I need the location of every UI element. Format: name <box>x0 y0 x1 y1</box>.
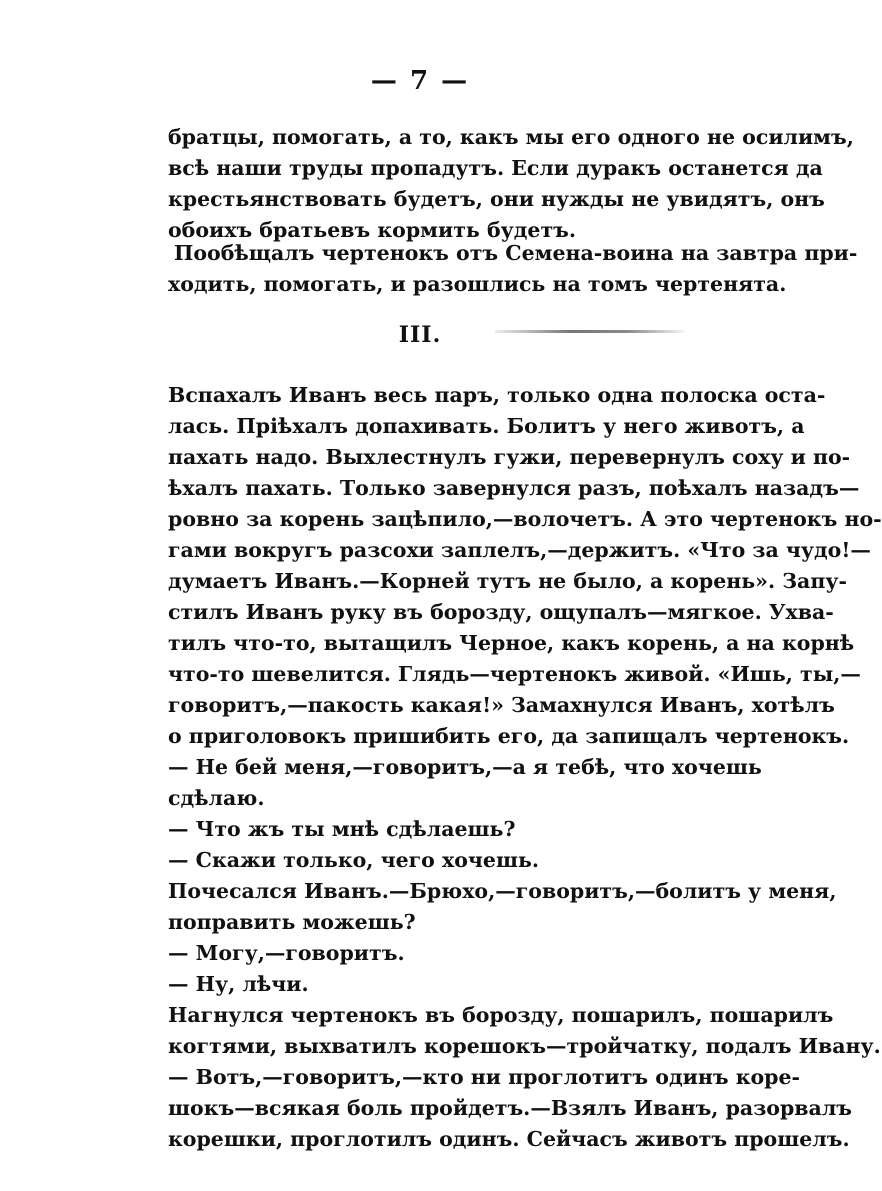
text-line: — Вотъ,—говоритъ,—кто ни проглотитъ одинъ коре- <box>168 1065 801 1089</box>
print-smudge <box>495 330 685 333</box>
text-line: Нагнулся чертенокъ въ борозду, пошарилъ, пошарилъ <box>168 1003 834 1027</box>
text-line: — Не бей меня,—говоритъ,—а я тебѣ, что хочешь <box>168 755 762 779</box>
text-line: гами вокругъ разсохи заплелъ,—держитъ. «Что за чудо!— <box>168 538 871 562</box>
text-line: что-то шевелится. Глядь—чертенокъ живой. «Ишь, ты,— <box>168 662 861 686</box>
text-line: Пообѣщалъ чертенокъ отъ Семена-воина на завтра при- <box>174 241 858 265</box>
text-line: ходить, помогать, и разошлись на томъ чертенята. <box>168 272 787 296</box>
text-line: — Могу,—говоритъ. <box>168 941 405 965</box>
text-line: — Ну, лѣчи. <box>168 972 309 996</box>
text-line: о приголовокъ пришибить его, да запищалъ чертенокъ. <box>168 724 850 748</box>
text-line: сдѣлаю. <box>168 786 265 810</box>
paragraph-2 <box>168 238 858 300</box>
text-line: крестьянствовать будетъ, они нужды не увидятъ, онъ <box>168 187 825 211</box>
chapter-heading: III. <box>398 322 442 348</box>
text-line: обоихъ братьевъ кормить будетъ. <box>168 218 577 242</box>
text-line: думаетъ Иванъ.—Корней тутъ не было, а корень». Запу- <box>168 569 847 593</box>
main-text <box>168 380 882 1155</box>
text-line: корешки, проглотилъ одинъ. Сейчасъ животъ прошелъ. <box>168 1127 850 1151</box>
text-line: стилъ Иванъ руку въ борозду, ощупалъ—мягкое. Ухва- <box>168 600 834 624</box>
text-line: ѣхалъ пахать. Только завернулся разъ, поѣхалъ назадъ— <box>168 476 860 500</box>
text-line: пахать надо. Выхлестнулъ гужи, перевернулъ соху и по- <box>168 445 851 469</box>
text-line: братцы, помогать, а то, какъ мы его одного не осилимъ, <box>168 125 854 149</box>
text-line: лась. Пріѣхалъ допахивать. Болитъ у него животъ, а <box>168 414 805 438</box>
text-line: Вспахалъ Иванъ весь паръ, только одна полоска оста- <box>168 383 826 407</box>
text-line: поправить можешь? <box>168 910 416 934</box>
text-line: когтями, выхватилъ корешокъ—тройчатку, подалъ Ивану. <box>168 1034 881 1058</box>
text-line: Почесался Иванъ.—Брюхо,—говоритъ,—болитъ у меня, <box>168 879 837 903</box>
text-line: ровно за корень зацѣпило,—волочетъ. А это чертенокъ но- <box>168 507 882 531</box>
text-line: тилъ что-то, вытащилъ Черное, какъ корень, а на корнѣ <box>168 631 855 655</box>
text-line: шокъ—всякая боль пройдетъ.—Взялъ Иванъ, разорвалъ <box>168 1096 852 1120</box>
text-line: всѣ наши труды пропадутъ. Если дуракъ останется да <box>168 156 823 180</box>
text-line: — Что жъ ты мнѣ сдѣлаешь? <box>168 817 516 841</box>
paragraph-1 <box>168 122 854 246</box>
text-line: говоритъ,—пакость какая!» Замахнулся Иванъ, хотѣлъ <box>168 693 835 717</box>
text-line: — Скажи только, чего хочешь. <box>168 848 540 872</box>
page-number: — 7 — <box>370 66 470 96</box>
